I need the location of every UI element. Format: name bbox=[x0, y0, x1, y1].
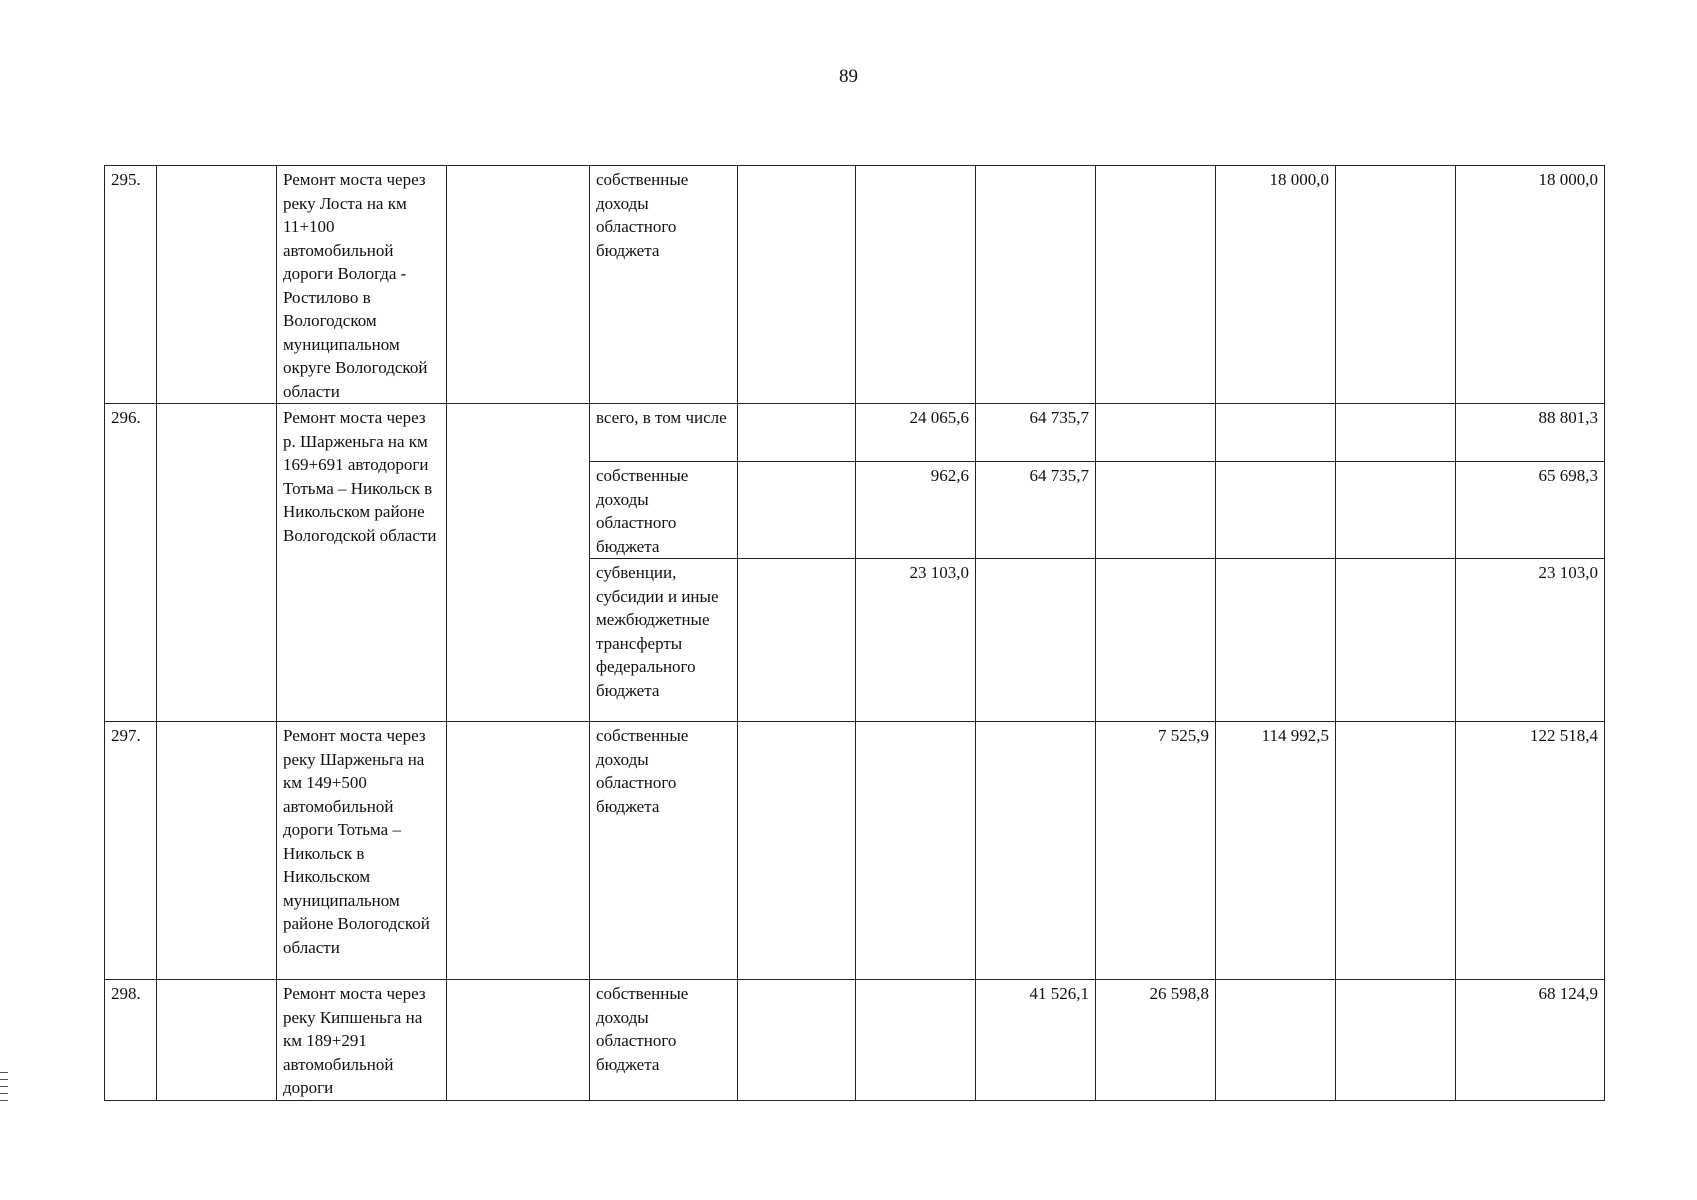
total-value: 88 801,3 bbox=[1456, 404, 1605, 462]
amount-value bbox=[1336, 404, 1456, 462]
amount-value bbox=[1096, 559, 1216, 722]
amount-value bbox=[1216, 559, 1336, 722]
empty-cell bbox=[157, 722, 277, 980]
row-number: 298. bbox=[105, 980, 157, 1101]
amount-value bbox=[738, 166, 856, 404]
amount-value bbox=[1336, 722, 1456, 980]
table-row bbox=[105, 404, 1605, 462]
empty-cell bbox=[157, 980, 277, 1101]
table-row bbox=[105, 980, 1605, 1101]
amount-value: 64 735,7 bbox=[976, 462, 1096, 559]
row-number: 296. bbox=[105, 404, 157, 722]
funding-source: собственные доходы областного бюджета bbox=[590, 462, 738, 559]
amount-value bbox=[856, 722, 976, 980]
amount-value bbox=[738, 462, 856, 559]
amount-value bbox=[1336, 980, 1456, 1101]
amount-value bbox=[1096, 404, 1216, 462]
amount-value bbox=[1336, 559, 1456, 722]
amount-value: 41 526,1 bbox=[976, 980, 1096, 1101]
amount-value: 23 103,0 bbox=[856, 559, 976, 722]
funding-source: всего, в том числе bbox=[590, 404, 738, 462]
table-row bbox=[105, 722, 1605, 980]
empty-cell bbox=[447, 980, 590, 1101]
amount-value bbox=[976, 166, 1096, 404]
funding-source: субвенции, субсидии и иные межбюджетные трансферты федерального бюджета bbox=[590, 559, 738, 722]
amount-value bbox=[1216, 980, 1336, 1101]
empty-cell bbox=[157, 166, 277, 404]
amount-value: 64 735,7 bbox=[976, 404, 1096, 462]
amount-value bbox=[1216, 404, 1336, 462]
project-name: Ремонт моста через реку Шарженьга на км 149+500 автомобильной дороги Тотьма – Никольск в Никольском муниципальном районе Вологодской области bbox=[277, 722, 447, 980]
amount-value: 24 065,6 bbox=[856, 404, 976, 462]
table-row bbox=[105, 166, 1605, 404]
row-number: 295. bbox=[105, 166, 157, 404]
project-name: Ремонт моста через р. Шарженьга на км 169+691 автодороги Тотьма – Никольск в Никольском районе Вологодской области bbox=[277, 404, 447, 722]
empty-cell bbox=[157, 404, 277, 722]
amount-value: 26 598,8 bbox=[1096, 980, 1216, 1101]
budget-table bbox=[104, 165, 1605, 1101]
row-number: 297. bbox=[105, 722, 157, 980]
funding-source: собственные доходы областного бюджета bbox=[590, 166, 738, 404]
total-value: 23 103,0 bbox=[1456, 559, 1605, 722]
total-value: 65 698,3 bbox=[1456, 462, 1605, 559]
amount-value bbox=[976, 722, 1096, 980]
amount-value bbox=[1336, 462, 1456, 559]
page-number: 89 bbox=[839, 66, 858, 87]
project-name: Ремонт моста через реку Кипшеньга на км 189+291 автомобильной дороги bbox=[277, 980, 447, 1101]
amount-value: 18 000,0 bbox=[1216, 166, 1336, 404]
amount-value bbox=[738, 404, 856, 462]
empty-cell bbox=[447, 404, 590, 722]
total-value: 122 518,4 bbox=[1456, 722, 1605, 980]
empty-cell bbox=[447, 722, 590, 980]
amount-value bbox=[1336, 166, 1456, 404]
amount-value bbox=[1096, 462, 1216, 559]
amount-value bbox=[856, 166, 976, 404]
funding-source: собственные доходы областного бюджета bbox=[590, 722, 738, 980]
amount-value: 962,6 bbox=[856, 462, 976, 559]
amount-value bbox=[1096, 166, 1216, 404]
amount-value bbox=[738, 722, 856, 980]
amount-value bbox=[976, 559, 1096, 722]
total-value: 68 124,9 bbox=[1456, 980, 1605, 1101]
amount-value: 7 525,9 bbox=[1096, 722, 1216, 980]
amount-value bbox=[738, 559, 856, 722]
amount-value: 114 992,5 bbox=[1216, 722, 1336, 980]
amount-value bbox=[856, 980, 976, 1101]
total-value: 18 000,0 bbox=[1456, 166, 1605, 404]
amount-value bbox=[738, 980, 856, 1101]
amount-value bbox=[1216, 462, 1336, 559]
funding-source: собственные доходы областного бюджета bbox=[590, 980, 738, 1101]
project-name: Ремонт моста через реку Лоста на км 11+100 автомобильной дороги Вологда - Ростилово в Вологодском муниципальном округе Вологодской области bbox=[277, 166, 447, 404]
empty-cell bbox=[447, 166, 590, 404]
margin-marks bbox=[0, 1072, 8, 1107]
